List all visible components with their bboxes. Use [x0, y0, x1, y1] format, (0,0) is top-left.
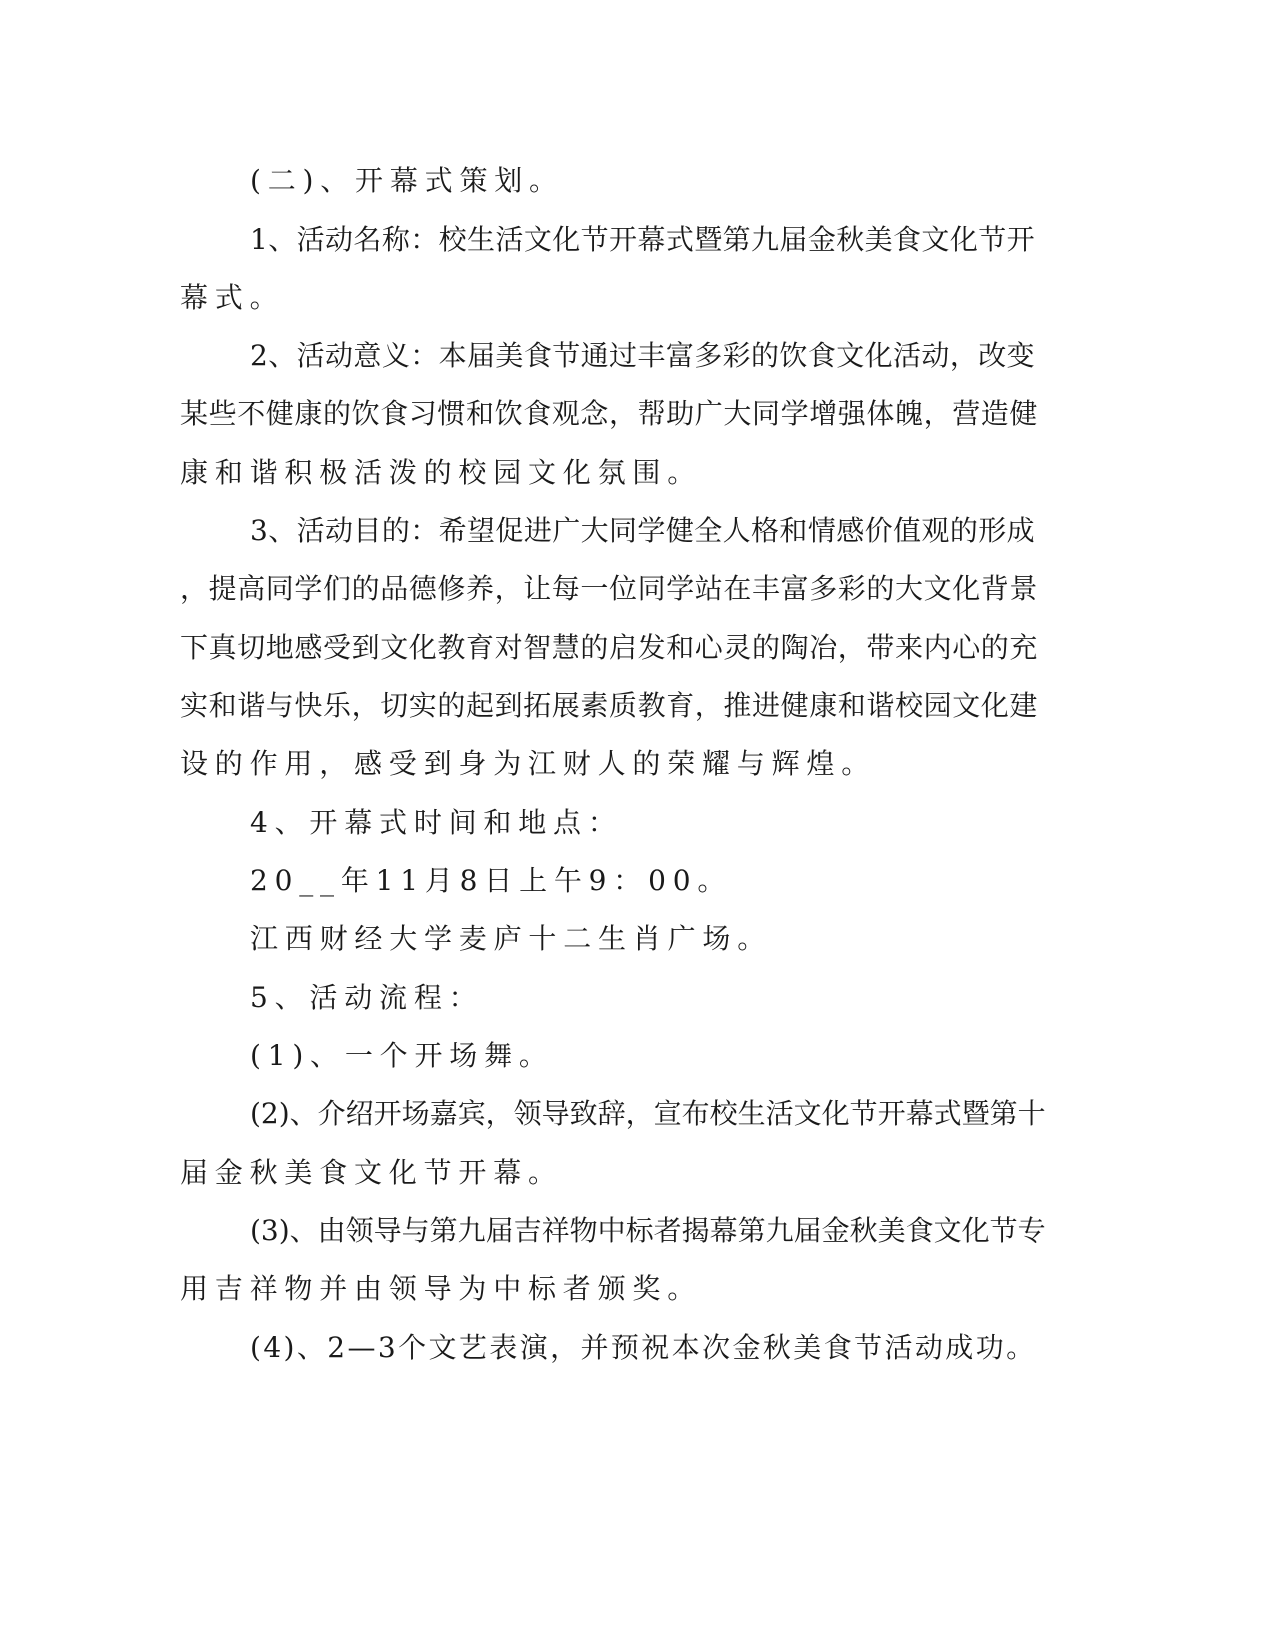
process-heading: 5、活动流程： [250, 981, 484, 1014]
event-time: 20__年11月8日上午9：00。 [250, 864, 733, 897]
process-step: (1)、一个开场舞。 [250, 1039, 554, 1072]
activity-purpose-cont: 设的作用，感受到身为江财人的荣耀与辉煌。 [180, 747, 877, 780]
activity-purpose-cont: ，提高同学们的品德修养，让每一位同学站在丰富多彩的大文化背景 [180, 572, 1039, 605]
process-step: (3)、由领导与第九届吉祥物中标者揭幕第九届金秋美食文化节专 [250, 1214, 1046, 1247]
event-place: 江西财经大学麦庐十二生肖广场。 [250, 922, 773, 955]
activity-name-cont: 幕式。 [180, 281, 285, 314]
process-step-cont: 届金秋美食文化节开幕。 [180, 1156, 563, 1189]
activity-purpose-cont: 实和谐与快乐，切实的起到拓展素质教育，推进健康和谐校园文化建 [180, 689, 1039, 722]
activity-purpose-cont: 下真切地感受到文化教育对智慧的启发和心灵的陶冶，带来内心的充 [180, 631, 1039, 664]
activity-name-line: 1、活动名称：校生活文化节开幕式暨第九届金秋美食文化节开 [250, 223, 1036, 256]
activity-meaning-cont: 某些不健康的饮食习惯和饮食观念，帮助广大同学增强体魄，营造健 [180, 397, 1039, 430]
time-place-heading: 4、开幕式时间和地点： [250, 806, 623, 839]
activity-meaning-line: 2、活动意义：本届美食节通过丰富多彩的饮食文化活动，改变 [250, 339, 1036, 372]
process-step: (2)、介绍开场嘉宾，领导致辞，宣布校生活文化节开幕式暨第十 [250, 1097, 1046, 1130]
section-heading: (二)、开幕式策划。 [250, 164, 564, 197]
process-step-cont: 用吉祥物并由领导为中标者颁奖。 [180, 1272, 703, 1305]
activity-purpose-line: 3、活动目的：希望促进广大同学健全人格和情感价值观的形成 [250, 514, 1036, 547]
process-step: (4)、2—3个文艺表演，并预祝本次金秋美食节活动成功。 [250, 1331, 1037, 1364]
activity-meaning-cont: 康和谐积极活泼的校园文化氛围。 [180, 456, 703, 489]
